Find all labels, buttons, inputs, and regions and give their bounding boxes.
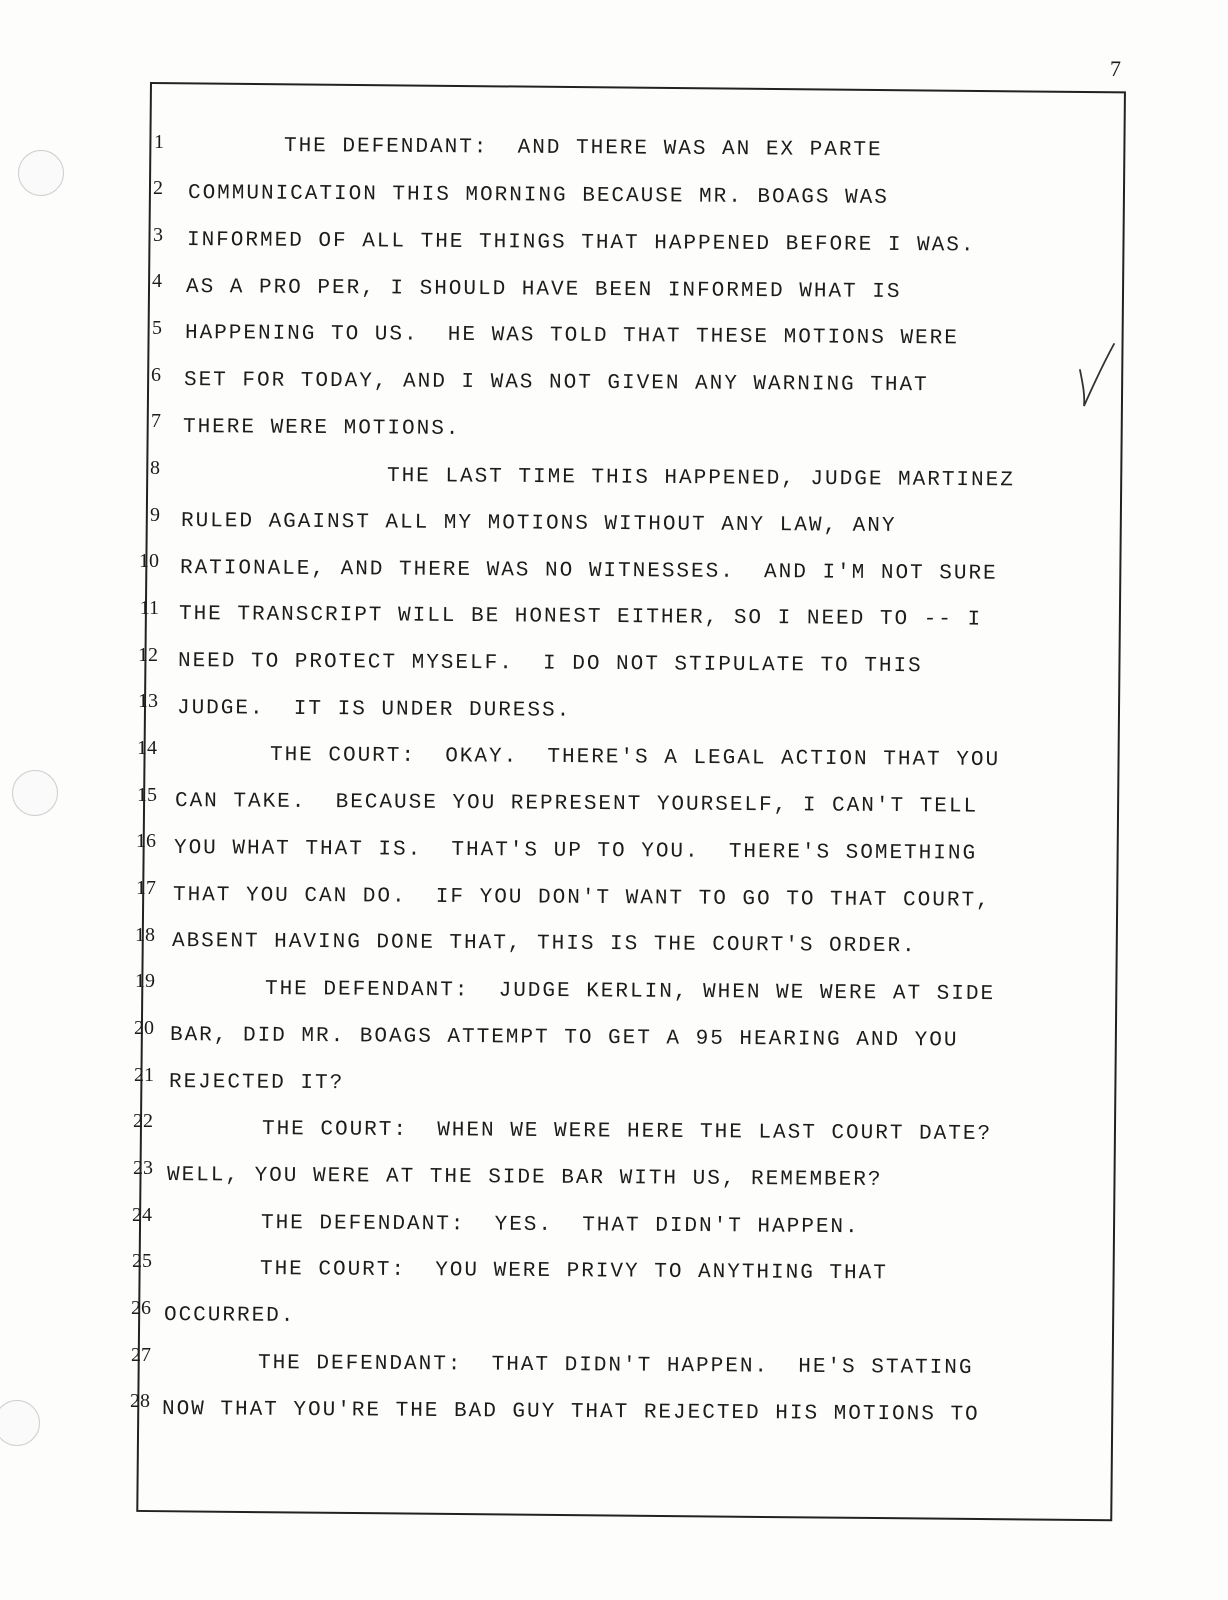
transcript-line: REJECTED IT? [168,1071,345,1096]
line-number: 7 [151,410,161,432]
transcript-line: THE TRANSCRIPT WILL BE HONEST EITHER, SO I NEED TO -- I [178,603,983,632]
line-number: 26 [131,1297,151,1319]
line-number: 19 [135,970,155,992]
transcript-line: THE COURT: WHEN WE WERE HERE THE LAST COURT DATE? [261,1118,993,1147]
transcript-line: WELL, YOU WERE AT THE SIDE BAR WITH US, REMEMBER? [166,1164,883,1192]
transcript-line: THE COURT: YOU WERE PRIVY TO ANYTHING THAT [259,1258,888,1286]
line-number: 15 [137,784,157,806]
transcript-line: OCCURRED. [163,1304,296,1328]
line-number: 28 [130,1390,150,1412]
line-number: 5 [152,317,162,339]
transcript-line: YOU WHAT THAT IS. THAT'S UP TO YOU. THERE'S SOMETHING [173,837,978,866]
line-number: 18 [135,924,155,946]
transcript-line: THERE WERE MOTIONS. [182,416,461,441]
binder-hole-top [18,150,64,196]
transcript-line: THE DEFENDANT: JUDGE KERLIN, WHEN WE WERE AT SIDE [264,978,996,1007]
line-number: 23 [133,1157,153,1179]
transcript-line: NOW THAT YOU'RE THE BAD GUY THAT REJECTED HIS MOTIONS TO [161,1398,980,1427]
binder-hole-bottom [0,1400,40,1446]
line-number: 16 [136,830,156,852]
transcript-line: BAR, DID MR. BOAGS ATTEMPT TO GET A 95 HEARING AND YOU [169,1024,959,1053]
transcript-line: ABSENT HAVING DONE THAT, THIS IS THE COURT'S ORDER. [171,930,917,959]
transcript-line: CAN TAKE. BECAUSE YOU REPRESENT YOURSELF, I CAN'T TELL [174,790,979,819]
transcript-line: RATIONALE, AND THERE WAS NO WITNESSES. AND I'M NOT SURE [179,557,998,586]
line-number: 21 [134,1064,154,1086]
line-number: 14 [137,737,157,759]
line-number: 10 [139,550,159,572]
transcript-line: THE DEFENDANT: THAT DIDN'T HAPPEN. HE'S STATING [257,1352,974,1380]
line-number: 22 [133,1110,153,1132]
line-number: 8 [150,457,160,479]
handwritten-checkmark-icon [1078,340,1118,410]
line-number: 25 [132,1250,152,1272]
transcript-line: INFORMED OF ALL THE THINGS THAT HAPPENED BEFORE I WAS. [186,229,976,258]
line-number: 2 [153,177,163,199]
line-number: 12 [138,644,158,666]
transcript-line: AS A PRO PER, I SHOULD HAVE BEEN INFORMED WHAT IS [185,276,902,304]
transcript-line: RULED AGAINST ALL MY MOTIONS WITHOUT ANY LAW, ANY [180,510,897,538]
line-number: 27 [131,1344,151,1366]
line-number: 6 [151,364,161,386]
binder-hole-middle [12,770,58,816]
line-number: 20 [134,1017,154,1039]
line-number: 3 [153,224,163,246]
transcript-line: SET FOR TODAY, AND I WAS NOT GIVEN ANY WARNING THAT [183,369,929,398]
transcript-line: THE LAST TIME THIS HAPPENED, JUDGE MARTINEZ [386,465,1015,493]
line-number: 1 [154,131,164,153]
transcript-line: THE DEFENDANT: YES. THAT DIDN'T HAPPEN. [260,1212,860,1240]
transcript-line: NEED TO PROTECT MYSELF. I DO NOT STIPULATE TO THIS [177,650,923,679]
transcript-line: COMMUNICATION THIS MORNING BECAUSE MR. BOAGS WAS [187,182,889,210]
transcript-line: THE DEFENDANT: AND THERE WAS AN EX PARTE [283,135,883,163]
line-number: 4 [152,270,162,292]
transcript-line: JUDGE. IT IS UNDER DURESS. [176,697,572,723]
transcript-line: THE COURT: OKAY. THERE'S A LEGAL ACTION THAT YOU [269,744,1001,773]
page-number: 7 [1110,56,1121,81]
transcript-line: THAT YOU CAN DO. IF YOU DON'T WANT TO GO TO THAT COURT, [172,884,991,913]
line-number: 11 [139,597,159,619]
line-number: 9 [150,504,160,526]
line-number: 17 [136,877,156,899]
line-number: 24 [132,1204,152,1226]
transcript-line: HAPPENING TO US. HE WAS TOLD THAT THESE MOTIONS WERE [184,322,959,351]
line-number: 13 [138,690,158,712]
